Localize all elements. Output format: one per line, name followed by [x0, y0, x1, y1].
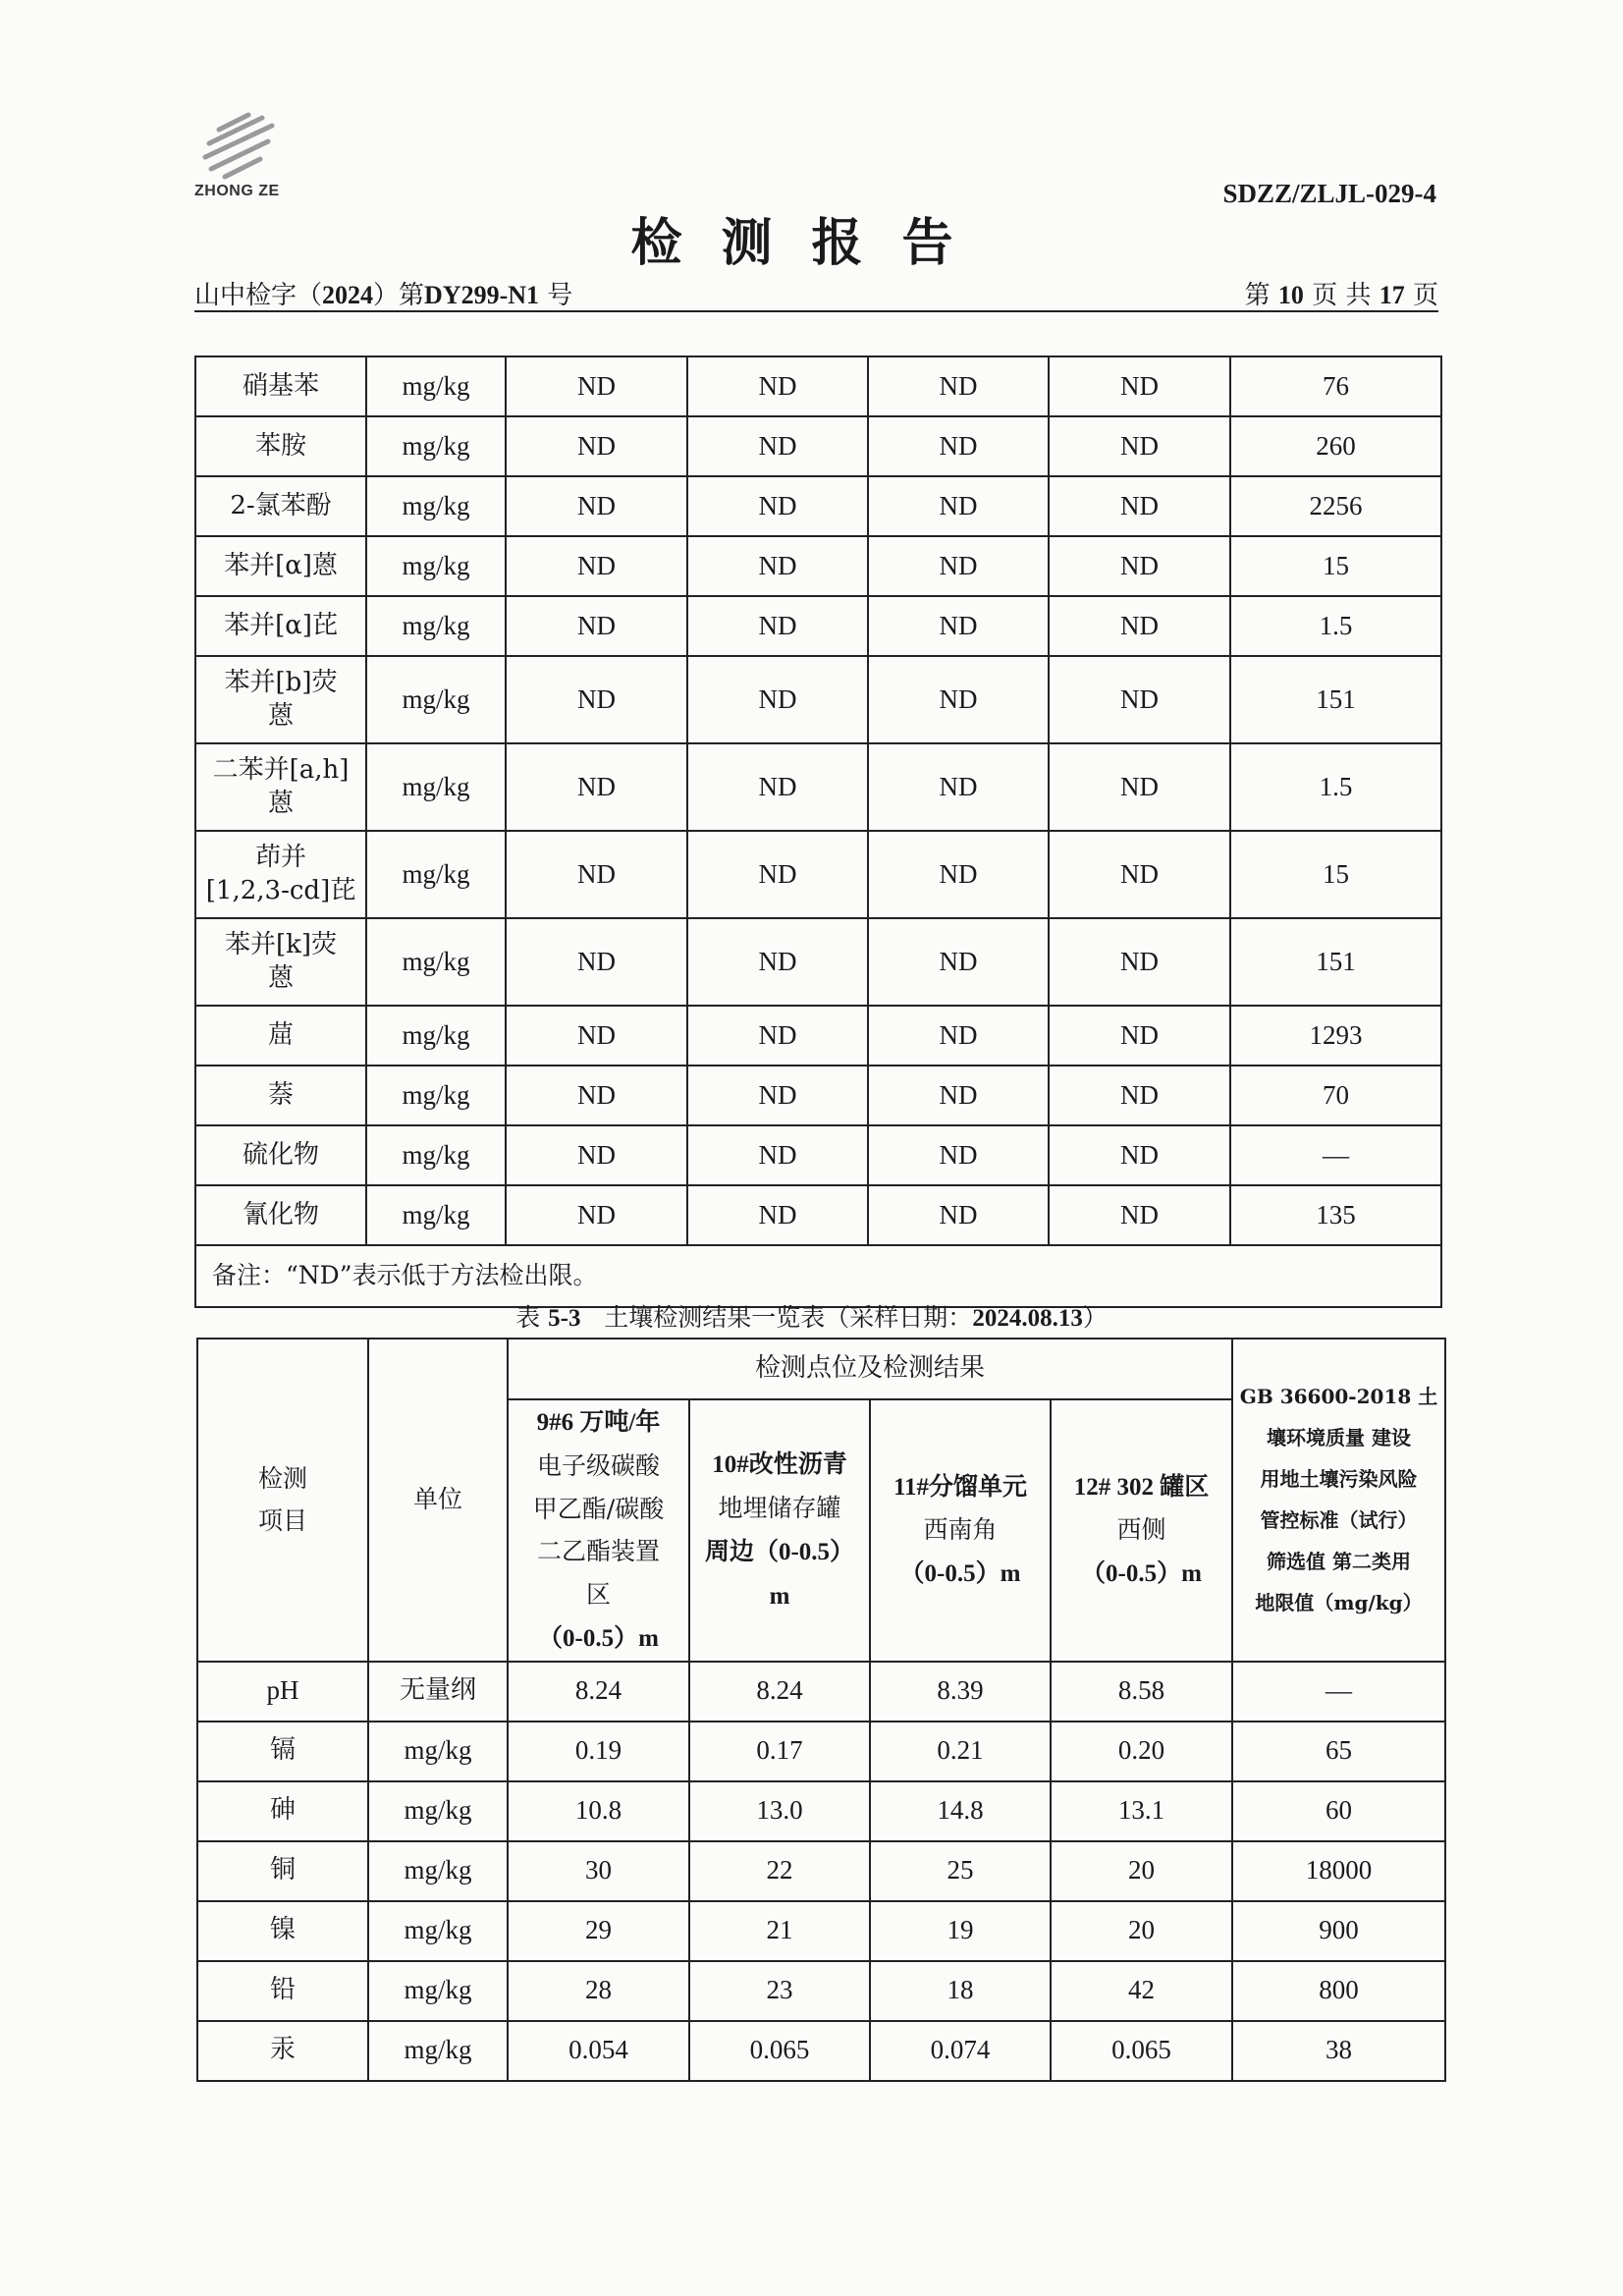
- table-note: 备注：“ND”表示低于方法检出限。: [195, 1245, 1441, 1307]
- table-row: 砷 mg/kg 10.8 13.0 14.8 13.1 60: [197, 1781, 1445, 1841]
- table-row: 铜 mg/kg 30 22 25 20 18000: [197, 1841, 1445, 1901]
- table-row: 䓛 mg/kg ND ND ND ND 1293: [195, 1006, 1441, 1066]
- table-row: 苯并[b]荧 蒽 mg/kg ND ND ND ND 151: [195, 656, 1441, 743]
- header-point-4: 12# 302 罐区 西侧 （0-0.5）m: [1051, 1399, 1232, 1662]
- header-unit: 单位: [368, 1339, 508, 1662]
- results-table-continued: [194, 355, 1442, 1308]
- table-row: 硫化物 mg/kg ND ND ND ND —: [195, 1125, 1441, 1185]
- table-row: 茚并 [1,2,3-cd]芘 mg/kg ND ND ND ND 15: [195, 831, 1441, 918]
- table-header-row: [197, 1339, 1445, 1399]
- table-row: 铅 mg/kg 28 23 18 42 800: [197, 1961, 1445, 2021]
- page-indicator: 第 10 页 共 17 页: [1244, 281, 1438, 310]
- table-row: 镍 mg/kg 29 21 19 20 900: [197, 1901, 1445, 1961]
- header-point-3: 11#分馏单元 西南角 （0-0.5）m: [870, 1399, 1051, 1662]
- table-row: 二苯并[a,h] 蒽 mg/kg ND ND ND ND 1.5: [195, 743, 1441, 831]
- table-row: 硝基苯 mg/kg ND ND ND ND 76: [195, 356, 1441, 416]
- header-standard: GB 36600-2018 土 壤环境质量 建设 用地土壤污染风险 管控标准（试行） 筛选值 第二类用 地限值（mg/kg）: [1232, 1339, 1445, 1662]
- page-title: 检测报告: [630, 213, 993, 273]
- table-row: pH 无量纲 8.24 8.24 8.39 8.58 —: [197, 1662, 1445, 1722]
- table-row: 2-氯苯酚 mg/kg ND ND ND ND 2256: [195, 476, 1441, 536]
- table-caption: 表 5-3 土壤检测结果一览表（采样日期：2024.08.13）: [515, 1303, 1108, 1332]
- header-point-2: 10#改性沥青 地埋储存罐 周边（0-0.5） m: [689, 1399, 870, 1662]
- report-number: 山中检字（2024）第DY299-N1 号: [194, 281, 573, 310]
- table-row: 苯并[α]芘 mg/kg ND ND ND ND 1.5: [195, 596, 1441, 656]
- header-group: 检测点位及检测结果: [508, 1339, 1232, 1399]
- table-row: 萘 mg/kg ND ND ND ND 70: [195, 1066, 1441, 1125]
- table-row: 苯并[α]蒽 mg/kg ND ND ND ND 15: [195, 536, 1441, 596]
- table-row: 氰化物 mg/kg ND ND ND ND 135: [195, 1185, 1441, 1245]
- table-row: 汞 mg/kg 0.054 0.065 0.074 0.065 38: [197, 2021, 1445, 2081]
- table-row: 镉 mg/kg 0.19 0.17 0.21 0.20 65: [197, 1722, 1445, 1781]
- document-code: SDZZ/ZLJL-029-4: [1222, 179, 1436, 208]
- soil-results-table: [196, 1338, 1446, 2082]
- table-row: 苯胺 mg/kg ND ND ND ND 260: [195, 416, 1441, 476]
- header-item: 检测 项目: [197, 1339, 368, 1662]
- header-point-1: 9#6 万吨/年 电子级碳酸 甲乙酯/碳酸 二乙酯装置 区 （0-0.5）m: [508, 1399, 689, 1662]
- header-rule: [194, 310, 1438, 312]
- logo-text: ZHONG ZE: [194, 183, 280, 199]
- table-row: 苯并[k]荧 蒽 mg/kg ND ND ND ND 151: [195, 918, 1441, 1006]
